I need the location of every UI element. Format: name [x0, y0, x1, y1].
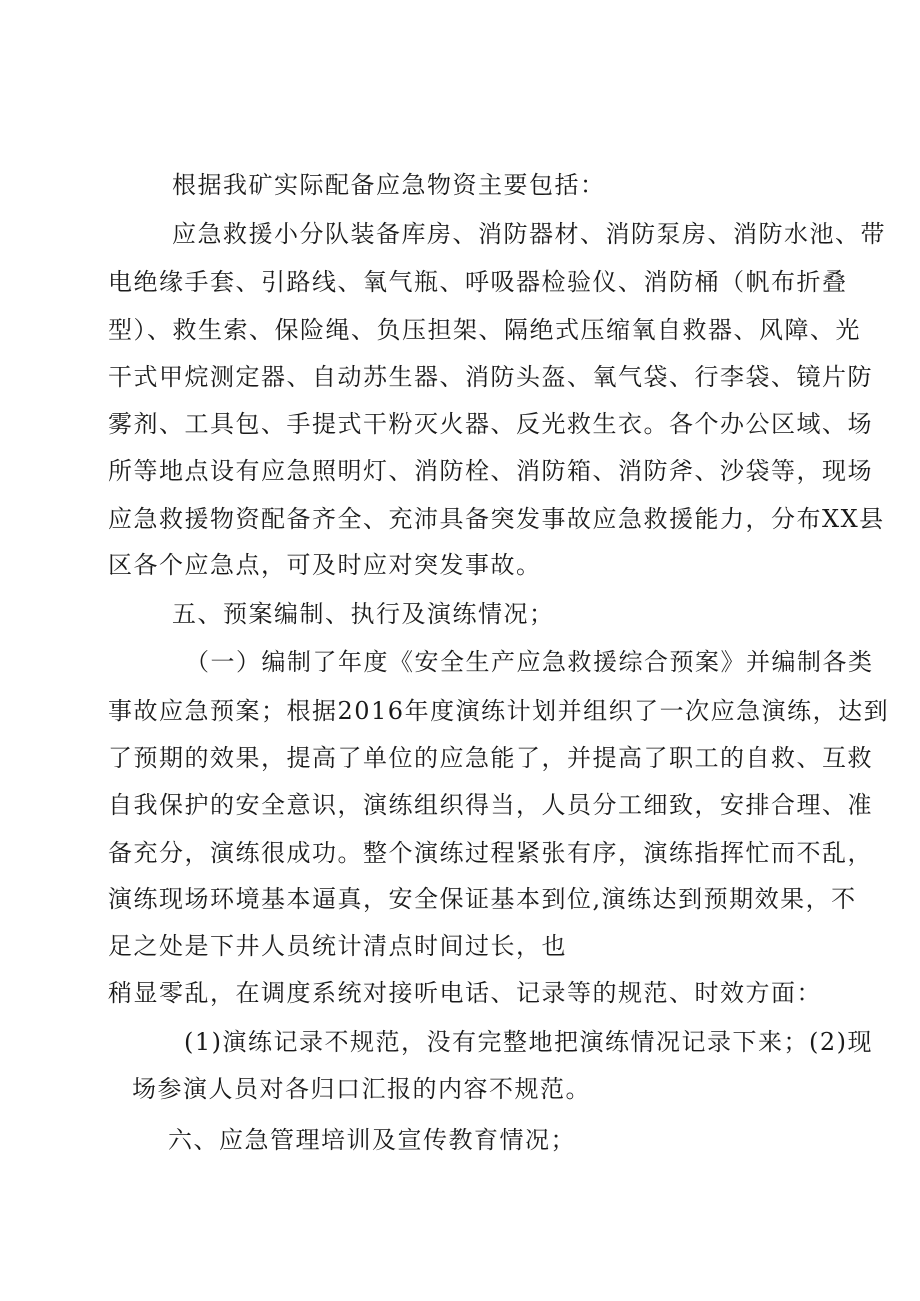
text-line-5: 干式甲烷测定器、自动苏生器、消防头盔、氧气袋、行李袋、镜片防	[108, 363, 873, 391]
section-heading-6: 六、应急管理培训及宣传教育情况；	[168, 1126, 576, 1154]
text-line-6: 雾剂、工具包、手提式干粉灭火器、反光救生衣。各个办公区域、场	[108, 410, 873, 438]
text-line-11: （一）编制了年度《安全生产应急救援综合预案》并编制各类	[185, 648, 874, 676]
text-line-15: 备充分，演练很成功。整个演练过程紧张有序，演练指挥忙而不乱，	[108, 839, 873, 867]
text-line-16: 演练现场环境基本逼真，安全保证基本到位,演练达到预期效果，不	[108, 885, 857, 913]
text-line-2: 应急救援小分队装备库房、消防器材、消防泵房、消防水池、带	[172, 220, 886, 248]
text-line-17: 足之处是下井人员统计清点时间过长，也	[108, 932, 567, 960]
text-line-19: (1)演练记录不规范，没有完整地把演练情况记录下来；(2)现	[184, 1028, 873, 1056]
text-line-18: 稍显零乱，在调度系统对接听电话、记录等的规范、时效方面：	[108, 979, 822, 1007]
text-line-12: 事故应急预案；根据2016年度演练计划并组织了一次应急演练，达到	[108, 697, 890, 725]
text-line-14: 自我保护的安全意识，演练组织得当，人员分工细致，安排合理、准	[108, 791, 873, 819]
section-heading-5: 五、预案编制、执行及演练情况；	[172, 600, 555, 628]
text-line-9: 区各个应急点，可及时应对突发事故。	[108, 551, 542, 579]
text-line-13: 了预期的效果，提高了单位的应急能了，并提高了职工的自救、互救	[108, 744, 873, 772]
text-line-7: 所等地点设有应急照明灯、消防栓、消防箱、消防斧、沙袋等，现场	[108, 457, 873, 485]
text-line-1: 根据我矿实际配备应急物资主要包括：	[172, 171, 606, 199]
text-line-8: 应急救援物资配备齐全、充沛具备突发事故应急救援能力，分布XX县	[108, 505, 885, 533]
text-line-4: 型）、救生索、保险绳、负压担架、隔绝式压缩氧自救器、风障、光	[108, 316, 861, 344]
text-line-3: 电绝缘手套、引路线、氧气瓶、呼吸器检验仪、消防桶（帆布折叠	[108, 268, 848, 296]
text-line-20: 场参演人员对各归口汇报的内容不规范。	[132, 1075, 591, 1103]
